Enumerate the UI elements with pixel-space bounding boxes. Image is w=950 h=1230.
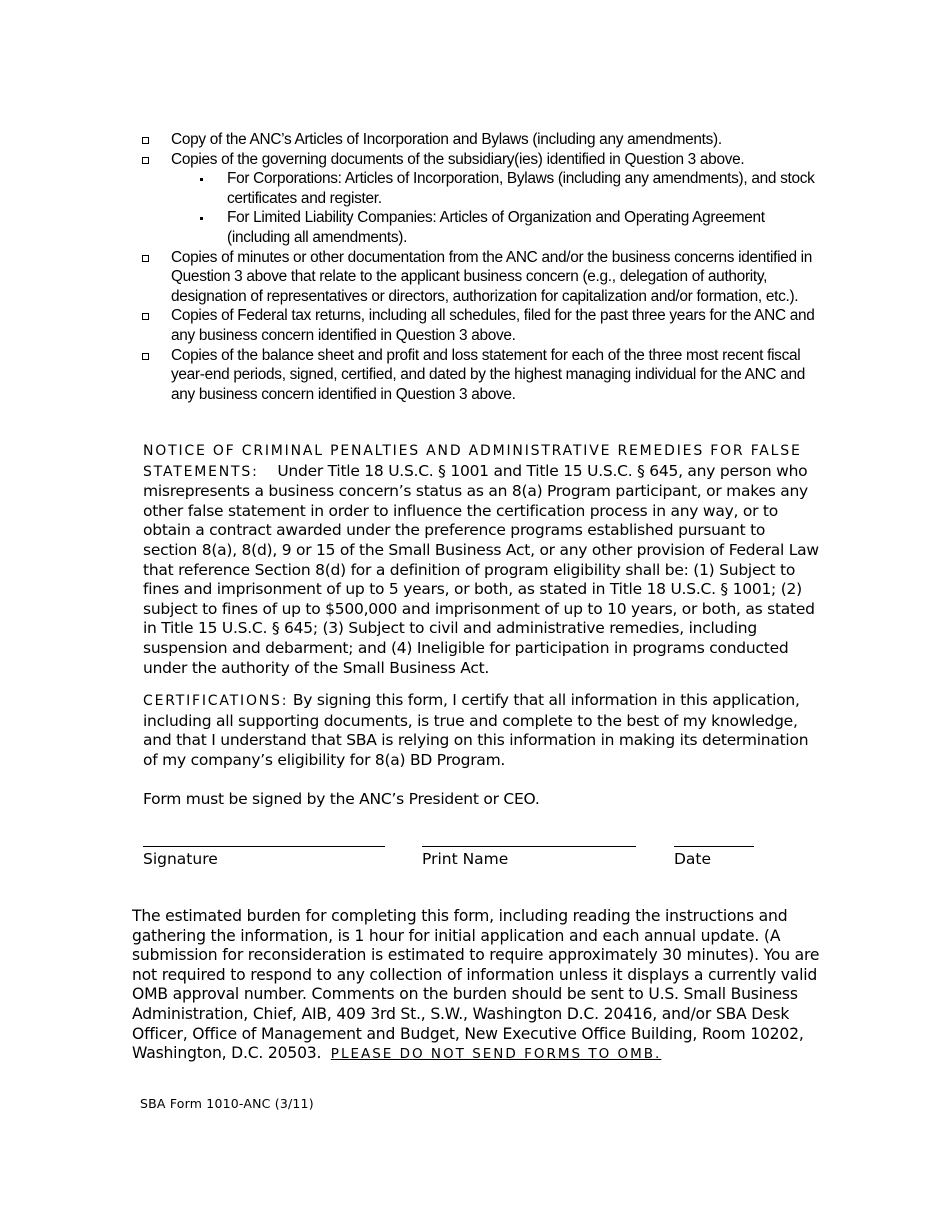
checklist-item: [141, 346, 821, 405]
form-number-footer: SBA Form 1010-ANC (3/11): [140, 1096, 314, 1111]
sub-list-item-text: For Limited Liability Companies: Articles of Organization and Operating Agreement (including all amendments).: [227, 209, 765, 246]
checklist-item: [141, 150, 821, 248]
checklist-item: [141, 130, 821, 150]
checkbox-icon: [142, 137, 149, 144]
signature-label: Signature: [143, 850, 218, 868]
burden-text: The estimated burden for completing this form, including reading the instructions and gathering the information, is 1 hour for initial application and each annual update. (A submission for reconsideration is estimated to require approximately 30 minutes). You are not required to respond to any collection of information unless it displays a currently valid OMB approval number. Comments on the burden should be sent to U.S. Small Business Administration, Chief, AIB, 409 3rd St., S.W., Washington D.C. 20416, and/or SBA Desk Officer, Office of Management and Budget, New Executive Office Building, Room 10202, Washington, D.C. 20503.: [132, 907, 820, 1063]
checklist-item-text: Copy of the ANC’s Articles of Incorporation and Bylaws (including any amendments).: [171, 131, 722, 148]
print-name-line[interactable]: [422, 832, 636, 847]
omb-warning: PLEASE DO NOT SEND FORMS TO OMB.: [330, 1046, 662, 1063]
print-name-label: Print Name: [422, 850, 509, 868]
checkbox-icon: [142, 157, 149, 164]
certifications-paragraph: [143, 691, 823, 770]
checkbox-icon: [142, 255, 149, 262]
checklist-item-text: Copies of Federal tax returns, including all schedules, filed for the past three years for the ANC and any business concern identified in Question 3 above.: [171, 307, 815, 344]
notice-body: Under Title 18 U.S.C. § 1001 and Title 15 U.S.C. § 645, any person who misrepresents a business concern’s status as an 8(a) Program participant, or makes any other false statement in order to influence the certification process in any way, or to obtain a contract awarded under the preference programs established pursuant to section 8(a), 8(d), 9 or 15 of the Small Business Act, or any other provision of Federal Law that reference Section 8(d) for a definition of program eligibility shall be: (1) Subject to fines and imprisonment of up to 5 years, or both, as stated in Title 18 U.S.C. § 1001; (2) subject to fines of up to $500,000 and imprisonment of up to 10 years, or both, as stated in Title 15 U.S.C. § 645; (3) Subject to civil and administrative remedies, including suspension and debarment; and (4) Ineligible for participation in programs conducted under the authority of the Small Business Act.: [143, 461, 819, 677]
checklist-item-text: Copies of the balance sheet and profit and loss statement for each of the three most recent fiscal year-end periods, signed, certified, and dated by the highest managing individual for the ANC and any business concern identified in Question 3 above.: [171, 346, 805, 403]
burden-statement: [132, 907, 822, 1065]
checklist-item: [141, 248, 821, 307]
certifications-heading: CERTIFICATIONS:: [143, 693, 289, 709]
bullet-icon: [200, 217, 203, 220]
bullet-icon: [200, 178, 203, 181]
checklist-item-text: Copies of the governing documents of the subsidiary(ies) identified in Question 3 above.: [171, 150, 745, 168]
checkbox-icon: [142, 313, 149, 320]
signature-line[interactable]: [143, 832, 385, 847]
required-documents-checklist: [141, 130, 821, 404]
checklist-item-text: Copies of minutes or other documentation from the ANC and/or the business concerns identified in Question 3 above that relate to the applicant business concern (e.g., delegation of authority, designation of representatives or directors, authorization for capitalization and/or formation, etc.).: [171, 248, 813, 305]
date-line[interactable]: [674, 832, 754, 847]
checklist-item: [141, 306, 821, 345]
sub-list-item: [171, 208, 821, 247]
sub-list-item-text: For Corporations: Articles of Incorporation, Bylaws (including any amendments), and stock certificates and register.: [227, 170, 815, 207]
date-label: Date: [674, 850, 712, 868]
criminal-penalties-notice: [143, 441, 823, 678]
notice-heading: NOTICE OF CRIMINAL PENALTIES AND ADMINISTRATIVE REMEDIES FOR FALSE STATEMENTS:: [143, 443, 802, 480]
certifications-body: By signing this form, I certify that all information in this application, including all supporting documents, is true and complete to the best of my knowledge, and that I understand that SBA is relying on this information in making its determination of my company’s eligibility for 8(a) BD Program.: [143, 691, 809, 769]
sub-list: [171, 169, 821, 247]
checkbox-icon: [142, 353, 149, 360]
signing-requirement-note: Form must be signed by the ANC’s President or CEO.: [143, 790, 540, 808]
sub-list-item: [171, 169, 821, 208]
